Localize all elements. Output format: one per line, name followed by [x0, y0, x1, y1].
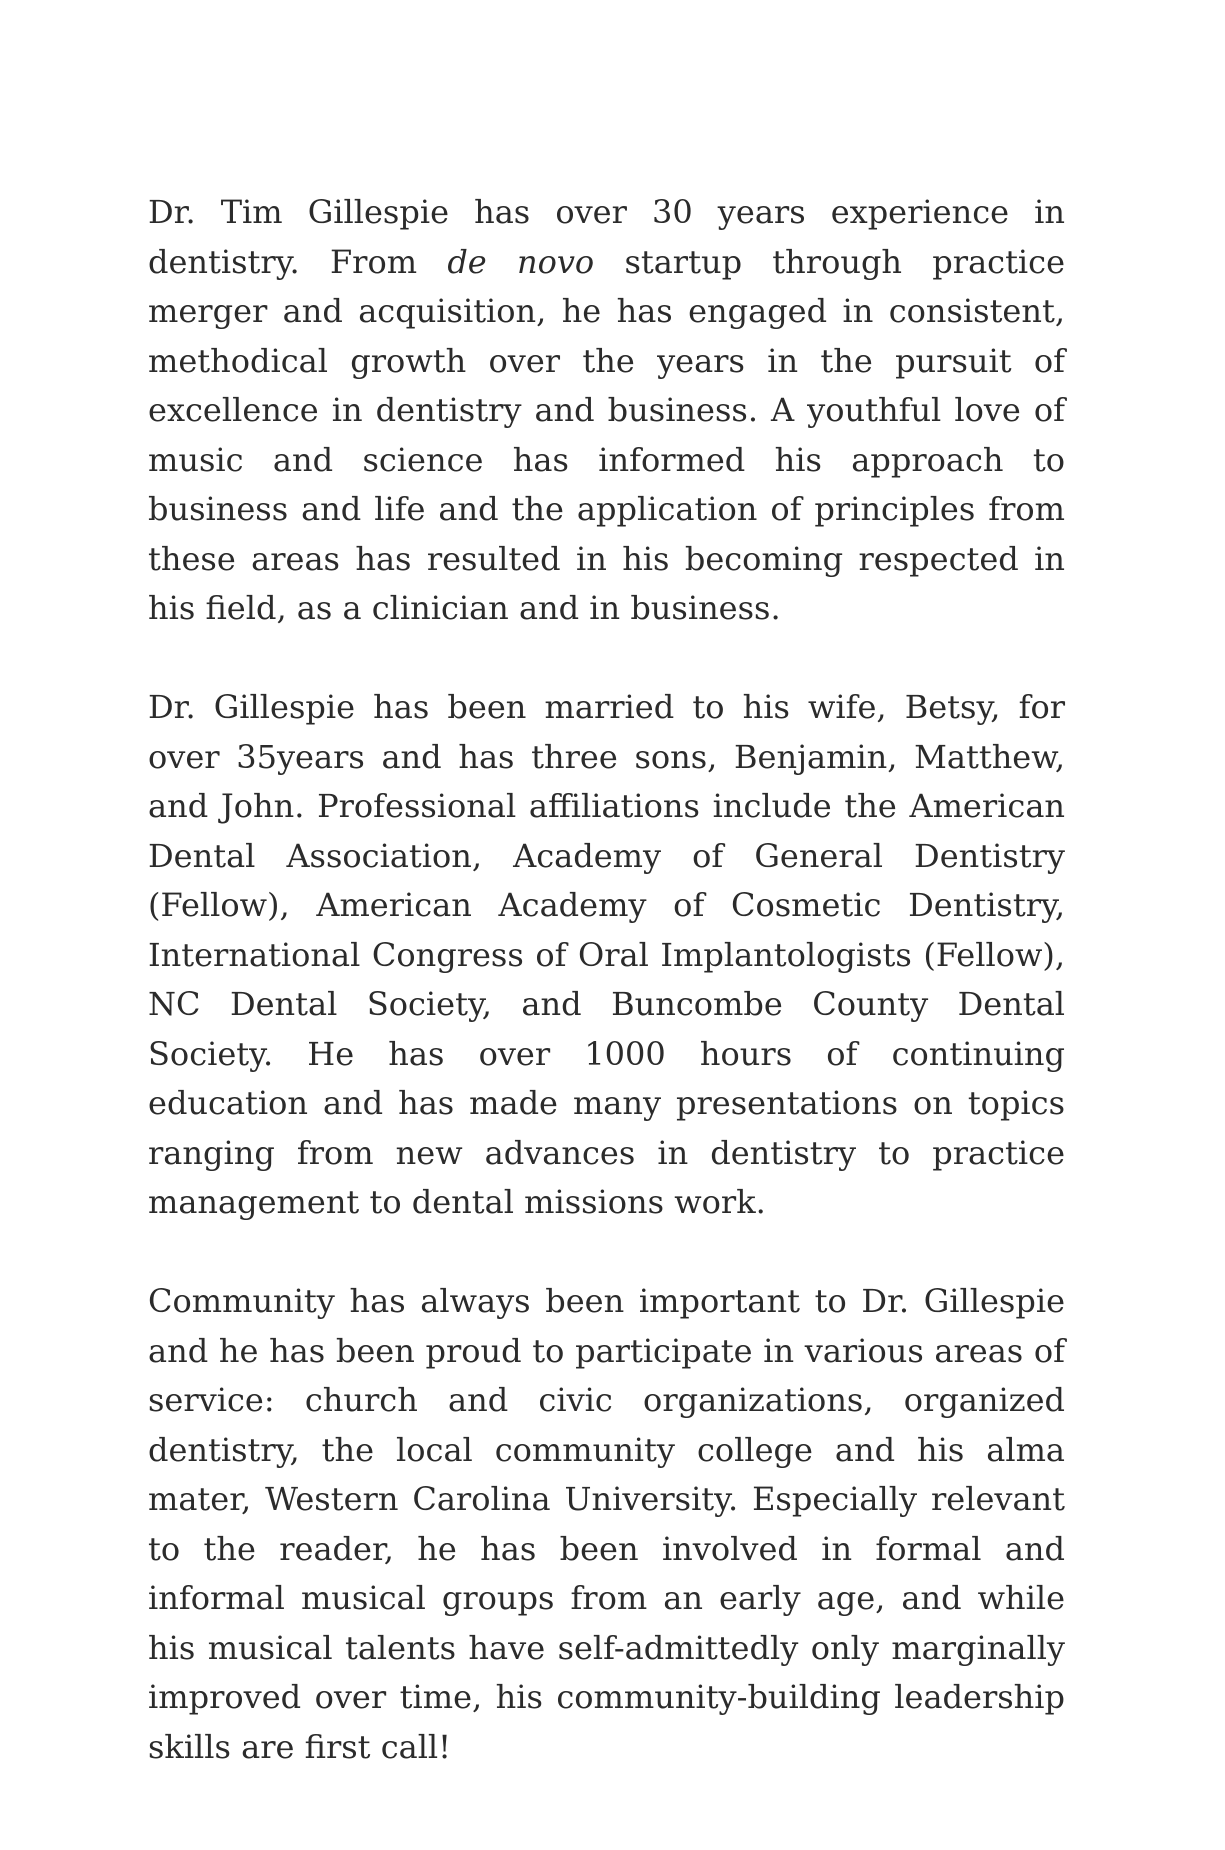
bio-paragraph-family: Dr. Gillespie has been married to his wife, Betsy, for over 35years and has three sons, Benjamin, Matthew, and John. Professional affiliations include the American Dental Association, Academy of General Dentistry (Fellow), American Academy of Cosmetic Dentistry, International Congress of Oral Implantologists (Fellow), NC Dental Society, and Buncombe County Dental Society. He has over 1000 hours of continuing education and has made many presentations on topics ranging from new advances in dentistry to practice management to dental missions work. — [148, 688, 1065, 1221]
career-text-italic: de novo — [447, 242, 595, 281]
career-text-rest: startup through practice merger and acquisition, he has engaged in consistent, methodical growth over the years in the pursuit of excellence in dentistry and business. A youthful love of music and science has informed his approach to business and life and the application of principles from these areas has resulted in his becoming respected in his field, as a clinician and in business. — [148, 242, 1066, 627]
bio-paragraph-career — [148, 188, 1065, 634]
bio-page — [148, 188, 1065, 1772]
bio-paragraph-community: Community has always been important to Dr. Gillespie and he has been proud to participate in various areas of service: church and civic organizations, organized dentistry, the local community college and his alma mater, Western Carolina University. Especially relevant to the reader, he has been involved in formal and informal musical groups from an early age, and while his musical talents have self-admittedly only marginally improved over time, his community-building leadership skills are first call! — [148, 1282, 1065, 1766]
career-text-lead: Dr. Tim Gillespie has over 30 years experience in dentistry. From — [148, 193, 1065, 281]
